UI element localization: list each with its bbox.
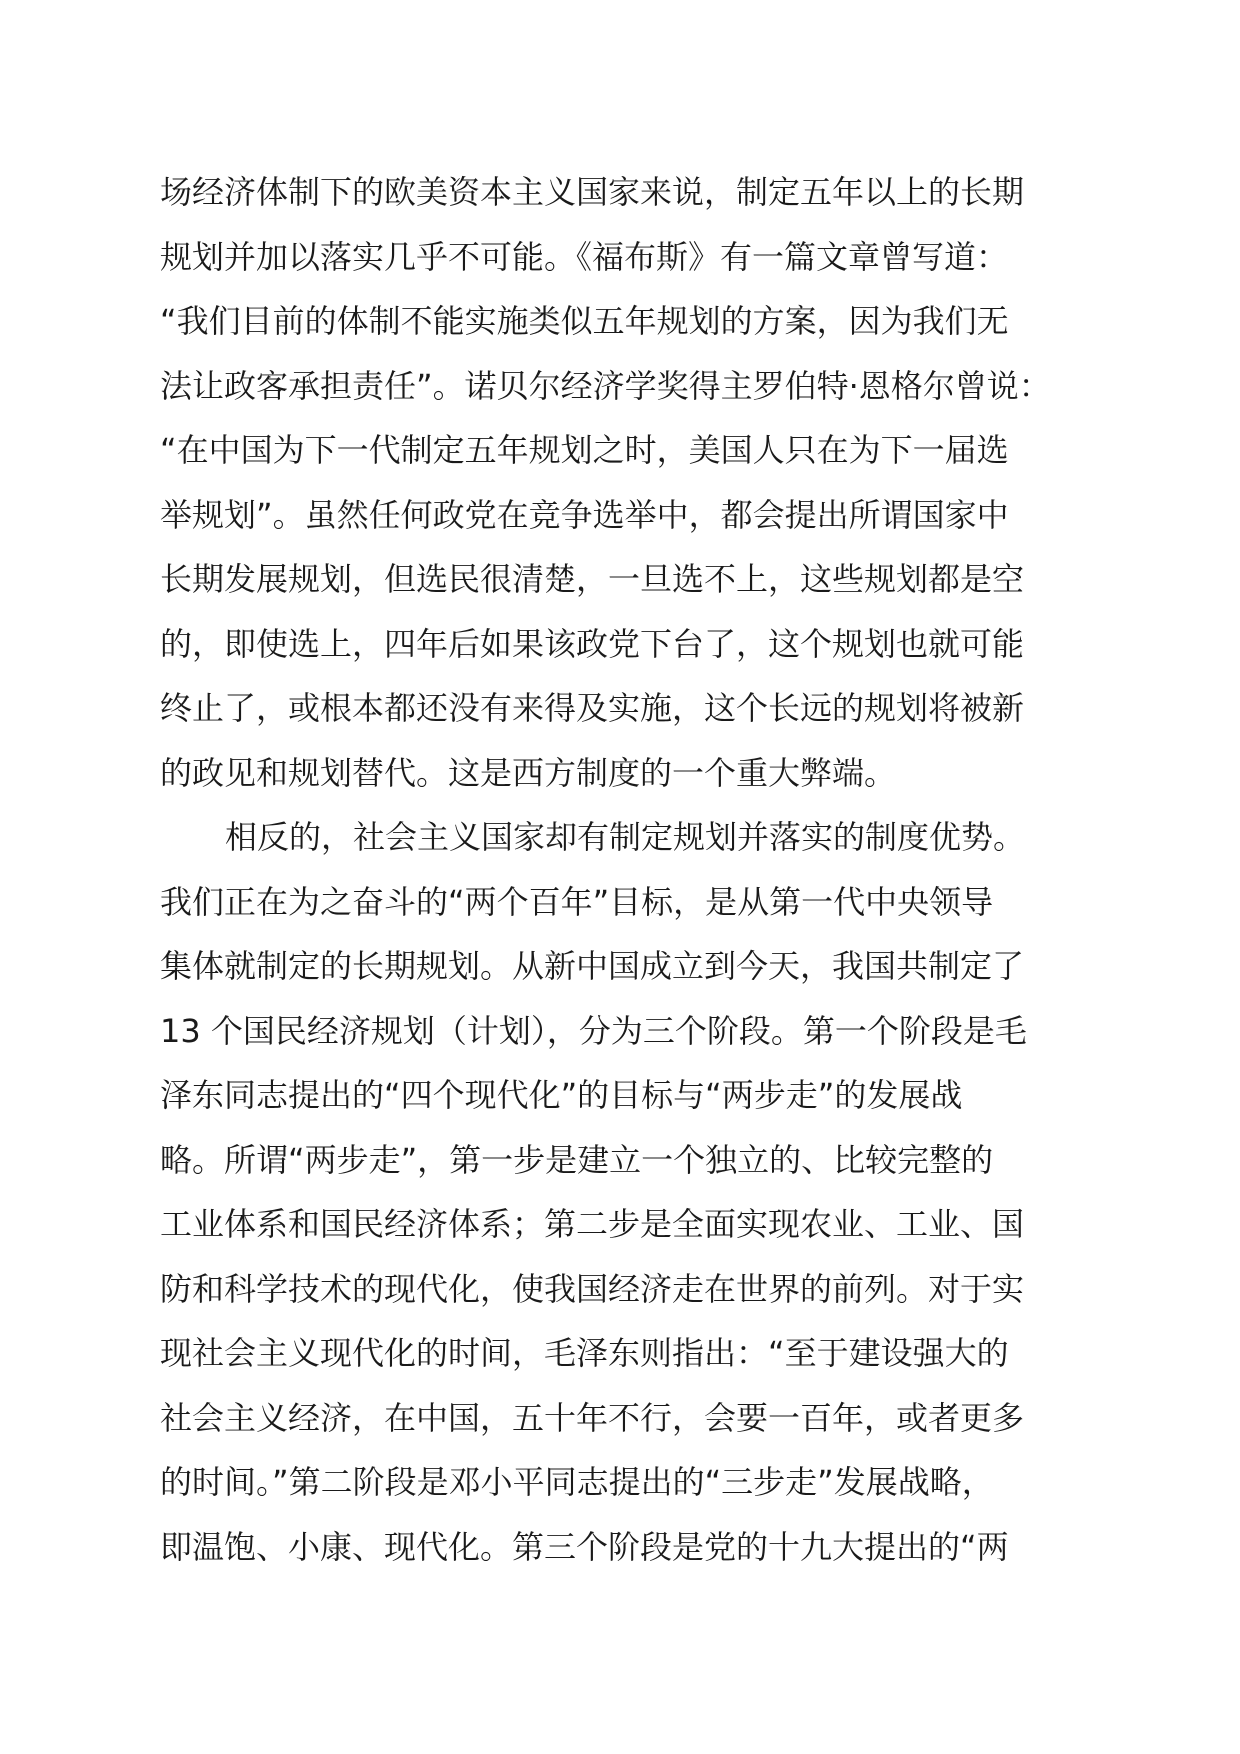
text-line: “在中国为下一代制定五年规划之时，美国人只在为下一届选 <box>160 431 1009 469</box>
text-line: 社会主义经济，在中国，五十年不行，会要一百年，或者更多 <box>160 1398 1025 1437</box>
text-line: 规划并加以落实几乎不可能。《福布斯》有一篇文章曾写道： <box>160 237 1009 276</box>
text-line: 法让政客承担责任”。诺贝尔经济学奖得主罗伯特·恩格尔曾说： <box>160 366 1051 405</box>
text-line: “我们目前的体制不能实施类似五年规划的方案，因为我们无 <box>160 302 1009 340</box>
text-line: 场经济体制下的欧美资本主义国家来说，制定五年以上的长期 <box>160 173 1025 211</box>
paragraph-first-line: 相反的，社会主义国家却有制定规划并落实的制度优势。 <box>225 818 1026 856</box>
text-line: 我们正在为之奋斗的“两个百年”目标，是从第一代中央领导 <box>160 882 994 921</box>
text-line: 即温饱、小康、现代化。第三个阶段是党的十九大提出的“两 <box>160 1527 1009 1566</box>
text-line: 举规划”。虽然任何政党在竞争选举中，都会提出所谓国家中 <box>160 495 1009 534</box>
text-line: 的时间。”第二阶段是邓小平同志提出的“三步走”发展战略， <box>160 1463 994 1501</box>
text-line: 的，即使选上，四年后如果该政党下台了，这个规划也就可能 <box>160 624 1025 663</box>
text-line: 13 个国民经济规划（计划），分为三个阶段。第一个阶段是毛 <box>160 1011 1027 1050</box>
text-line: 集体就制定的长期规划。从新中国成立到今天，我国共制定了 <box>160 947 1025 985</box>
text-line: 的政见和规划替代。这是西方制度的一个重大弊端。 <box>160 753 897 792</box>
text-line: 长期发展规划，但选民很清楚，一旦选不上，这些规划都是空 <box>160 560 1025 598</box>
text-line: 略。所谓“两步走”，第一步是建立一个独立的、比较完整的 <box>160 1140 994 1179</box>
text-line: 泽东同志提出的“四个现代化”的目标与“两步走”的发展战 <box>160 1076 963 1114</box>
text-line: 防和科学技术的现代化，使我国经济走在世界的前列。对于实 <box>160 1269 1025 1308</box>
text-line: 现社会主义现代化的时间，毛泽东则指出：“至于建设强大的 <box>160 1334 1009 1372</box>
text-line: 终止了，或根本都还没有来得及实施，这个长远的规划将被新 <box>160 689 1025 727</box>
body-text <box>160 160 1140 1579</box>
text-line: 工业体系和国民经济体系；第二步是全面实现农业、工业、国 <box>160 1205 1025 1243</box>
